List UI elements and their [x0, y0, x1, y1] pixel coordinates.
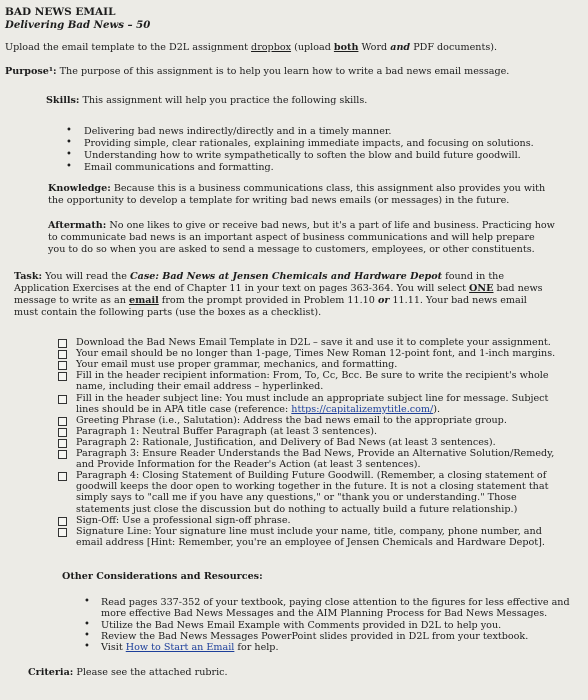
knowledge-label: Knowledge:: [48, 183, 111, 194]
checklist-line: statements just close the discussion but do nothing to actually build a future relationship.): [76, 503, 518, 515]
bullet-icon: •: [66, 137, 72, 148]
checklist-checkbox[interactable]: [58, 439, 67, 448]
checklist-line: Download the Bad News Email Template in D2L – save it and use it to complete your assignment.: [76, 337, 551, 348]
resource-item-text: [101, 597, 570, 608]
checklist-item-text: [76, 381, 323, 392]
checklist-line: Greeting Phrase (i.e., Salutation): Address the bad news email to the appropriate group.: [76, 414, 507, 426]
task-text-1a: You will read the: [42, 271, 130, 282]
task-text-1c: found in the: [442, 271, 505, 282]
skill-item: Email communications and formatting.: [84, 162, 274, 173]
checklist-checkbox[interactable]: [58, 450, 67, 459]
checklist-item-text: [76, 481, 548, 492]
aftermath-line-3: you to do so when you are asked to send a message to customers, employees, or other constituents.: [48, 244, 535, 255]
task-text-3a: message to write as an: [14, 295, 129, 306]
upload-instruction: [5, 42, 497, 53]
checklist-line: Fill in the header recipient information: From, To, Cc, Bcc. Be sure to write the recipient's whole: [76, 370, 549, 382]
checklist-item-text: [76, 337, 551, 348]
skills-text: This assignment will help you practice the following skills.: [79, 95, 368, 106]
upload-text-3: Word: [358, 42, 391, 53]
task-text-3c: from the prompt provided in Problem 11.10: [158, 295, 378, 306]
upload-text-2: (upload: [291, 42, 334, 53]
checklist-item-text: [76, 515, 291, 526]
document-title: BAD NEWS EMAIL: [5, 6, 116, 18]
checklist-line: Paragraph 1: Neutral Buffer Paragraph (at least 3 sentences).: [76, 425, 378, 437]
other-considerations-heading: Other Considerations and Resources:: [62, 571, 263, 582]
aftermath-line-2: to communicate bad news is an important aspect of business communications and will help prepare: [48, 232, 535, 243]
checklist-item-text: [76, 415, 507, 426]
checklist-item-text: [76, 393, 548, 404]
checklist-line: Paragraph 3: Ensure Reader Understands the Bad News, Provide an Alternative Solution/Remedy,: [76, 448, 555, 459]
aftermath-line-1: [48, 220, 555, 231]
checklist-item-text: [76, 437, 496, 448]
one-word: ONE: [469, 283, 494, 294]
bullet-icon: •: [84, 618, 90, 630]
checklist-item-text: [76, 470, 546, 481]
case-title: Case: Bad News at Jensen Chemicals and Hardware Depot: [130, 271, 443, 282]
checklist-checkbox[interactable]: [58, 339, 67, 348]
checklist-item-text: [76, 504, 517, 515]
skill-item: Understanding how to write sympathetically to soften the blow and build future goodwill.: [84, 150, 521, 161]
task-line-3: [14, 295, 527, 306]
bullet-icon: •: [84, 629, 90, 641]
checklist-item-text: [76, 459, 421, 470]
checklist-line: Paragraph 4: Closing Statement of Building Future Goodwill. (Remember, a closing statement of: [76, 470, 547, 482]
resource-line: more effective Bad News Messages and the AIM Planning Process for Bad News Messages.: [101, 608, 548, 620]
purpose-line: [5, 66, 509, 77]
bullet-icon: •: [66, 149, 72, 160]
checklist-checkbox[interactable]: [58, 428, 67, 437]
checklist-item-text: [76, 448, 554, 459]
criteria-line: [28, 667, 228, 678]
criteria-label: Criteria:: [28, 667, 74, 678]
checklist-checkbox[interactable]: [58, 395, 67, 404]
skill-item: Providing simple, clear rationales, explaining immediate impacts, and focusing on solutions.: [84, 138, 534, 149]
checklist-item-text: [76, 426, 377, 437]
checklist-item-text: [76, 359, 397, 370]
bullet-icon: •: [66, 125, 72, 136]
task-text-3e: 11.11. Your bad news email: [389, 295, 527, 306]
purpose-text: The purpose of this assignment is to help you learn how to write a bad news email message.: [56, 66, 510, 77]
resource-line: Utilize the Bad News Email Example with Comments provided in D2L to help you.: [101, 619, 502, 631]
task-text-2c: bad news: [493, 283, 543, 294]
checklist-line: goodwill keeps the door open to working together in the future. It is not a closing statement that: [76, 481, 549, 493]
checklist-line: lines should be in APA title case (reference:: [76, 403, 292, 415]
bullet-icon: •: [84, 641, 90, 653]
checklist-checkbox[interactable]: [58, 350, 67, 359]
checklist-line: and Provide Information for the Reader's Action (at least 3 sentences).: [76, 459, 421, 471]
checklist-line: name, including their email address – hyperlinked.: [76, 381, 324, 393]
skills-line: [46, 95, 367, 106]
resource-line: Visit: [101, 642, 126, 654]
resource-line-end: for help.: [234, 642, 279, 654]
both-word: both: [333, 42, 359, 53]
checklist-item-text: [76, 404, 440, 415]
upload-text: Upload the email template to the D2L assignment: [5, 42, 252, 53]
checklist-checkbox[interactable]: [58, 361, 67, 370]
task-line-4: must contain the following parts (use the boxes as a checklist).: [14, 307, 322, 318]
dropbox-word: dropbox: [251, 42, 292, 53]
task-line-2: [14, 283, 543, 294]
upload-text-4: PDF documents).: [410, 42, 498, 53]
or-word: or: [377, 295, 390, 306]
checklist-checkbox[interactable]: [58, 517, 67, 526]
checklist-line: simply says to "call me if you have any questions," or "thank you or understanding." Those: [76, 492, 517, 504]
resource-line: Review the Bad News Messages PowerPoint slides provided in D2L from your textbook.: [101, 630, 529, 642]
checklist-checkbox[interactable]: [58, 417, 67, 426]
bullet-icon: •: [84, 596, 90, 607]
purpose-label: Purpose¹:: [5, 66, 57, 77]
document-subtitle: Delivering Bad News – 50: [5, 19, 151, 31]
checklist-item-text: [76, 492, 517, 503]
knowledge-line-2: the opportunity to develop a template for writing bad news emails (or messages) in the future.: [48, 195, 510, 206]
task-line-1: [14, 271, 504, 282]
checklist-checkbox[interactable]: [58, 528, 67, 537]
aftermath-text-1: No one likes to give or receive bad news, but it's a part of life and business. Practicing how: [106, 220, 555, 231]
skills-label: Skills:: [46, 95, 80, 106]
knowledge-line-1: [48, 183, 545, 194]
checklist-item-text: [76, 526, 542, 537]
knowledge-text-1: Because this is a business communications class, this assignment also provides you with: [110, 183, 546, 194]
checklist-line: Fill in the header subject line: You must include an appropriate subject line for message. Subject: [76, 392, 549, 404]
resource-item-text: [101, 642, 279, 653]
checklist-line: email address [Hint: Remember, you're an employee of Jensen Chemicals and Hardware Depot].: [76, 536, 545, 548]
resource-line: Read pages 337-352 of your textbook, paying close attention to the figures for less effective and: [101, 597, 570, 608]
and-word: and: [390, 42, 411, 53]
how-to-start-email-link[interactable]: How to Start an Email: [125, 642, 235, 654]
resource-item-text: [101, 620, 501, 631]
checklist-checkbox[interactable]: [58, 372, 67, 381]
reference-link[interactable]: https://capitalizemytitle.com/: [291, 403, 434, 415]
email-word: email: [128, 295, 159, 306]
task-label: Task:: [14, 271, 43, 282]
resource-item-text: [101, 631, 528, 642]
bullet-icon: •: [66, 161, 72, 172]
checklist-item-text: [76, 370, 549, 381]
skill-item: Delivering bad news indirectly/directly and in a timely manner.: [84, 126, 392, 137]
checklist-line: Paragraph 2: Rationale, Justification, and Delivery of Bad News (at least 3 sentences).: [76, 436, 496, 448]
resource-item-text: [101, 608, 547, 619]
checklist-line: Your email should be no longer than 1-page, Times New Roman 12-point font, and 1-inch margins.: [76, 348, 556, 360]
checklist-line: Sign-Off: Use a professional sign-off phrase.: [76, 514, 291, 526]
aftermath-label: Aftermath:: [48, 220, 107, 231]
checklist-line-end: ).: [433, 403, 441, 415]
checklist-item-text: [76, 348, 555, 359]
checklist-checkbox[interactable]: [58, 472, 67, 481]
criteria-text: Please see the attached rubric.: [73, 667, 228, 678]
checklist-line: Signature Line: Your signature line must include your name, title, company, phone number, and: [76, 525, 542, 537]
checklist-line: Your email must use proper grammar, mechanics, and formatting.: [76, 359, 398, 371]
task-text-2a: Application Exercises at the end of Chapter 11 in your text on pages 363-364. You will select: [14, 283, 470, 294]
checklist-item-text: [76, 537, 545, 548]
